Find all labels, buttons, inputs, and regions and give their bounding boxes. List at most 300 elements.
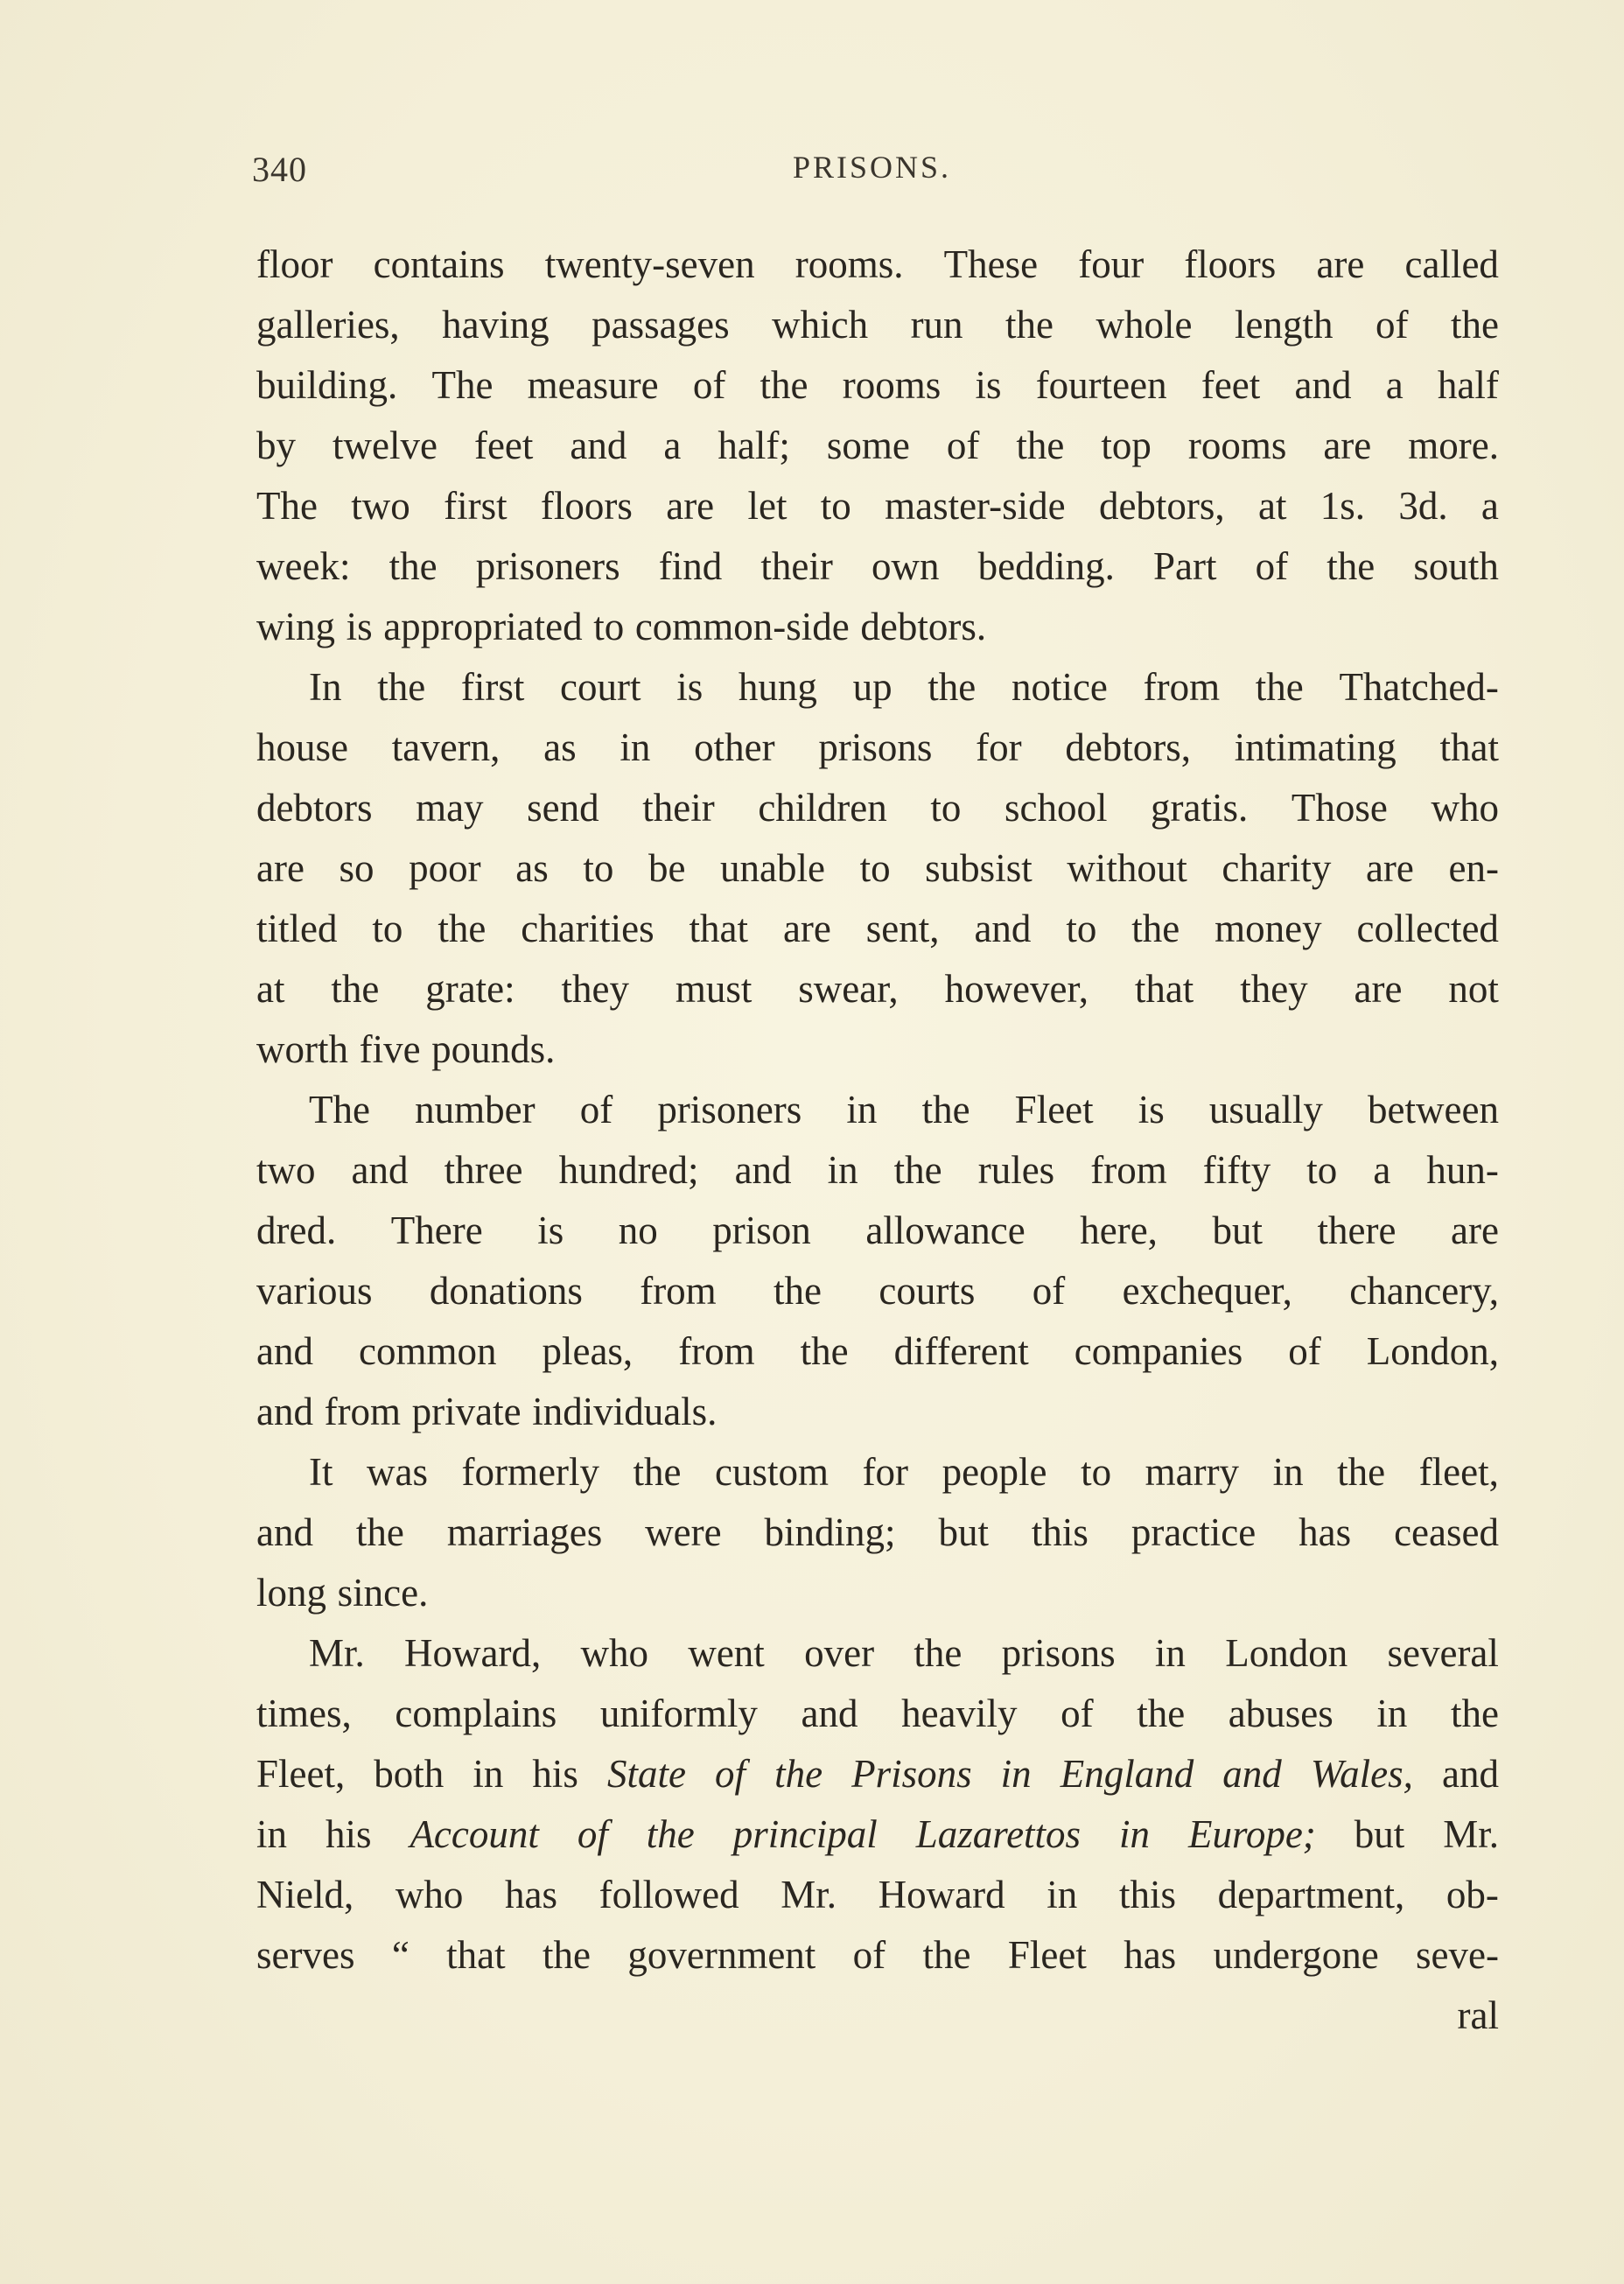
word: court [560, 665, 641, 709]
word: a [663, 424, 682, 467]
text-line [256, 1201, 1499, 1261]
word: In [309, 665, 342, 709]
word: a [1480, 484, 1499, 528]
text-line [256, 1623, 1499, 1684]
word: two [351, 484, 410, 528]
text-line [256, 718, 1499, 778]
word: the [922, 1933, 971, 1977]
text-line [256, 355, 1499, 416]
word: they [561, 967, 630, 1011]
word: to [820, 484, 851, 528]
word: the [1450, 303, 1499, 347]
word: to [1081, 1450, 1112, 1494]
word: individuals. [532, 1390, 718, 1433]
word: are [256, 846, 304, 890]
text-line [256, 1261, 1499, 1321]
word: rules [977, 1148, 1055, 1192]
word: the [355, 1510, 404, 1554]
word: and [1222, 1752, 1282, 1796]
word: prisons [818, 725, 933, 769]
text-line [256, 536, 1499, 597]
word: a [1385, 363, 1404, 407]
word: common [358, 1329, 497, 1373]
text-line [256, 476, 1499, 536]
text-line [256, 899, 1499, 959]
word: Fleet, [256, 1752, 346, 1796]
word: the [1016, 424, 1065, 467]
word: courts [878, 1269, 976, 1313]
text-line [256, 1442, 1499, 1503]
word: run [910, 303, 963, 347]
word: gratis. [1151, 786, 1249, 830]
word: the [438, 907, 486, 950]
word: donations [429, 1269, 583, 1313]
word: week: [256, 544, 351, 588]
word: the [388, 544, 438, 588]
word: uniformly [599, 1692, 758, 1735]
word: and [256, 1510, 313, 1554]
word: of [1060, 1692, 1094, 1735]
word: government [627, 1933, 816, 1977]
word: their [642, 786, 715, 830]
word: in [1000, 1752, 1032, 1796]
word: and [256, 1390, 313, 1433]
word: and [974, 907, 1032, 950]
word: The [431, 363, 494, 407]
word: times, [256, 1692, 352, 1735]
text-line [256, 1140, 1499, 1201]
word: from [640, 1269, 717, 1313]
word: of [579, 1088, 613, 1131]
word: debtors. [860, 605, 987, 648]
word: top [1101, 424, 1152, 467]
text-line [256, 416, 1499, 476]
word: no [618, 1209, 658, 1252]
word: are [1365, 846, 1414, 890]
word: from [1143, 665, 1221, 709]
word: prisons [1001, 1631, 1116, 1675]
word: pounds. [431, 1027, 556, 1071]
running-title: PRISONS. [793, 150, 952, 185]
word: has [505, 1873, 558, 1916]
word: hundred; [558, 1148, 699, 1192]
word: his [325, 1812, 372, 1856]
word: more. [1408, 424, 1499, 467]
word: that [689, 907, 749, 950]
word: from [678, 1329, 755, 1373]
word: went [688, 1631, 765, 1675]
word: various [256, 1269, 373, 1313]
word: titled [256, 907, 338, 950]
word: private [411, 1390, 522, 1433]
word: It [309, 1450, 333, 1494]
word: rooms. [794, 242, 904, 286]
word: has [1298, 1510, 1352, 1554]
word: and [351, 1148, 409, 1192]
word: called [1404, 242, 1499, 286]
word: may [416, 786, 484, 830]
page-number: 340 [252, 150, 307, 189]
word: the [1326, 544, 1376, 588]
word: wing [256, 605, 335, 648]
text-line [256, 1744, 1499, 1804]
word: London [1225, 1631, 1348, 1675]
word: of [1032, 1269, 1066, 1313]
word: and [801, 1692, 858, 1735]
word: and [256, 1329, 313, 1373]
word: and [1441, 1752, 1499, 1796]
word: school [1004, 786, 1108, 830]
word: in [472, 1752, 504, 1796]
word: chancery, [1349, 1269, 1499, 1313]
word: be [648, 846, 686, 890]
word: companies [1074, 1329, 1243, 1373]
text-line [256, 778, 1499, 838]
text-line [256, 657, 1499, 718]
word: half; [718, 424, 790, 467]
word: Nield, [256, 1873, 354, 1916]
text-line [256, 1080, 1499, 1140]
text-line [256, 1925, 1499, 1986]
word: as [515, 846, 549, 890]
word: the [800, 1329, 849, 1373]
word: in [1272, 1450, 1304, 1494]
word: floors [1184, 242, 1277, 286]
word: the [1450, 1692, 1499, 1735]
word: that [1134, 967, 1194, 1011]
word: department, [1217, 1873, 1405, 1916]
word: Thatched- [1339, 665, 1499, 709]
word: Fleet [1007, 1933, 1087, 1977]
word: heavily [901, 1692, 1018, 1735]
word: intimating [1234, 725, 1396, 769]
word: over [804, 1631, 875, 1675]
word: marry [1144, 1450, 1240, 1494]
word: Lazarettos [915, 1812, 1082, 1856]
text-line [256, 1563, 1499, 1623]
word: at [1257, 484, 1287, 528]
word: are [1316, 242, 1365, 286]
word: however, [944, 967, 1088, 1011]
word: half [1437, 363, 1499, 407]
word: twelve [332, 424, 438, 467]
word: the [1005, 303, 1054, 347]
word: to [583, 846, 614, 890]
word: to [1306, 1148, 1338, 1192]
word: some [826, 424, 910, 467]
word: twenty-seven [544, 242, 755, 286]
word: to [372, 907, 403, 950]
word: en- [1448, 846, 1499, 890]
word: children [758, 786, 887, 830]
word: of [946, 424, 980, 467]
word: formerly [461, 1450, 599, 1494]
word: Prisons [851, 1752, 972, 1796]
word: of [1288, 1329, 1321, 1373]
word: debtors [256, 786, 373, 830]
word: the [1137, 1692, 1186, 1735]
word: there [1317, 1209, 1396, 1252]
word: the [646, 1812, 695, 1856]
word: number [415, 1088, 536, 1131]
word: here, [1080, 1209, 1158, 1252]
word: seve- [1416, 1933, 1499, 1977]
word: England [1060, 1752, 1194, 1796]
word: in [620, 725, 651, 769]
word: since. [337, 1571, 429, 1615]
word: length [1234, 303, 1334, 347]
catchword: ral [1457, 1993, 1499, 2037]
word: Europe; [1187, 1812, 1316, 1856]
word: Account [410, 1812, 539, 1856]
word: State [606, 1752, 686, 1796]
word: the [921, 1088, 970, 1131]
word: prisoners [475, 544, 620, 588]
word: pleas, [542, 1329, 634, 1373]
word: of [692, 363, 726, 407]
word: swear, [798, 967, 899, 1011]
word: poor [409, 846, 481, 890]
word: floors [540, 484, 633, 528]
word: galleries, [256, 303, 400, 347]
word: is [975, 363, 1002, 407]
word: this [1118, 1873, 1176, 1916]
word: of [1255, 544, 1289, 588]
word: who [395, 1873, 464, 1916]
word: who [580, 1631, 649, 1675]
text-line [256, 1684, 1499, 1744]
word: grate: [425, 967, 515, 1011]
word: house [256, 725, 348, 769]
word: ceased [1394, 1510, 1499, 1554]
word: the [377, 665, 426, 709]
word: of [1375, 303, 1409, 347]
word: and [1294, 363, 1352, 407]
word: debtors, [1065, 725, 1192, 769]
word: Part [1153, 544, 1217, 588]
word: charity [1222, 846, 1332, 890]
word: appropriated [383, 605, 583, 648]
word: of [715, 1752, 746, 1796]
text-line [256, 1503, 1499, 1563]
word: this [1031, 1510, 1088, 1554]
text-line [256, 1865, 1499, 1925]
word: of [577, 1812, 608, 1856]
word: passages [592, 303, 730, 347]
word: rooms [842, 363, 942, 407]
word: find [658, 544, 723, 588]
word: the [331, 967, 380, 1011]
word: by [256, 424, 296, 467]
word: followed [598, 1873, 739, 1916]
word: to [930, 786, 962, 830]
word: fleet, [1418, 1450, 1499, 1494]
word: is [1138, 1088, 1165, 1131]
word: the [542, 1933, 591, 1977]
word: of [852, 1933, 886, 1977]
word: that [1439, 725, 1499, 769]
word: were [645, 1510, 722, 1554]
word: ob- [1446, 1873, 1499, 1916]
word: from [1090, 1148, 1167, 1192]
word: floor [256, 242, 333, 286]
word: their [760, 544, 833, 588]
word: Wales, [1310, 1752, 1413, 1796]
word: own [872, 544, 940, 588]
word: that [446, 1933, 506, 1977]
word: 3d. [1398, 484, 1448, 528]
word: prison [712, 1209, 811, 1252]
word: principal [732, 1812, 878, 1856]
word: marriages [446, 1510, 603, 1554]
word: Fleet [1014, 1088, 1094, 1131]
word: London, [1366, 1329, 1499, 1373]
word: Those [1291, 786, 1388, 830]
word: are [666, 484, 715, 528]
running-head [0, 149, 1624, 201]
word: for [976, 725, 1022, 769]
text-line [256, 1804, 1499, 1865]
word: subsist [925, 846, 1032, 890]
word: binding; [764, 1510, 896, 1554]
word: but [1212, 1209, 1263, 1252]
text-line [256, 1382, 1499, 1442]
word: rooms [1187, 424, 1287, 467]
text-line [256, 838, 1499, 899]
word: the [760, 363, 808, 407]
word: having [442, 303, 550, 347]
word: 1s. [1320, 484, 1366, 528]
word: Howard, [404, 1631, 542, 1675]
word: to [859, 846, 891, 890]
word: for [862, 1450, 909, 1494]
word: Howard [878, 1873, 1005, 1916]
word: several [1387, 1631, 1499, 1675]
word: prisoners [657, 1088, 802, 1131]
word: people [942, 1450, 1047, 1494]
word: the [633, 1450, 682, 1494]
word: but [1354, 1812, 1405, 1856]
word: from [324, 1390, 402, 1433]
word: both [374, 1752, 444, 1796]
word: allowance [865, 1209, 1026, 1252]
word: are [782, 907, 831, 950]
word: a [1373, 1148, 1391, 1192]
word: in [1376, 1692, 1408, 1735]
text-line [256, 959, 1499, 1019]
word: and [570, 424, 627, 467]
word: complains [395, 1692, 557, 1735]
word: hung [738, 665, 817, 709]
word: building. [256, 363, 398, 407]
word: tavern, [391, 725, 500, 769]
word: in [256, 1812, 288, 1856]
word: up [852, 665, 892, 709]
word: was [367, 1450, 429, 1494]
word: common-side [634, 605, 850, 648]
word: serves [256, 1933, 355, 1977]
word: four [1078, 242, 1144, 286]
word: fifty [1202, 1148, 1271, 1192]
word: two [256, 1148, 316, 1192]
word: There [390, 1209, 483, 1252]
word: other [694, 725, 775, 769]
text-line [256, 235, 1499, 295]
word: in [1046, 1873, 1078, 1916]
text-line [256, 1321, 1499, 1382]
word: so [339, 846, 374, 890]
word: has [1124, 1933, 1177, 1977]
word: three [444, 1148, 523, 1192]
word: practice [1130, 1510, 1256, 1554]
word: measure [527, 363, 659, 407]
word: Mr. [1443, 1812, 1499, 1856]
word: feet [1200, 363, 1261, 407]
word: collected [1356, 907, 1499, 950]
word: the [1337, 1450, 1386, 1494]
word: five [359, 1027, 421, 1071]
word: in [1154, 1631, 1186, 1675]
word: in [827, 1148, 858, 1192]
word: notice [1011, 665, 1108, 709]
word: custom [715, 1450, 830, 1494]
word: let [747, 484, 788, 528]
text-line [256, 597, 1499, 657]
word: “ [391, 1933, 410, 1977]
word: which [772, 303, 869, 347]
word: to [1066, 907, 1097, 950]
word: are [1323, 424, 1372, 467]
text-line [256, 295, 1499, 355]
word: Mr. [780, 1873, 837, 1916]
word: the [893, 1148, 942, 1192]
word: debtors, [1098, 484, 1225, 528]
word: the [774, 1269, 822, 1313]
word: the [1131, 907, 1180, 950]
word: first [460, 665, 525, 709]
catchword-line [256, 1986, 1499, 2046]
word: exchequer, [1122, 1269, 1292, 1313]
word: worth [256, 1027, 348, 1071]
word: money [1214, 907, 1322, 950]
word: charities [521, 907, 654, 950]
word: bedding. [977, 544, 1115, 588]
word: different [893, 1329, 1029, 1373]
word: first [444, 484, 508, 528]
word: and [734, 1148, 792, 1192]
word: the [1255, 665, 1304, 709]
word: his [532, 1752, 578, 1796]
word: in [1119, 1812, 1151, 1856]
word: abuses [1228, 1692, 1334, 1735]
word: between [1368, 1088, 1499, 1131]
word: whole [1096, 303, 1193, 347]
word: south [1413, 544, 1499, 588]
word: master-side [885, 484, 1066, 528]
word: send [527, 786, 599, 830]
word: are [1354, 967, 1403, 1011]
word: feet [473, 424, 534, 467]
word: is [676, 665, 704, 709]
word: at [256, 967, 285, 1011]
word: who [1431, 786, 1499, 830]
word: The [256, 484, 318, 528]
word: sent, [865, 907, 940, 950]
text-line [256, 1019, 1499, 1080]
word: unable [720, 846, 825, 890]
word: in [846, 1088, 878, 1131]
word: but [938, 1510, 989, 1554]
